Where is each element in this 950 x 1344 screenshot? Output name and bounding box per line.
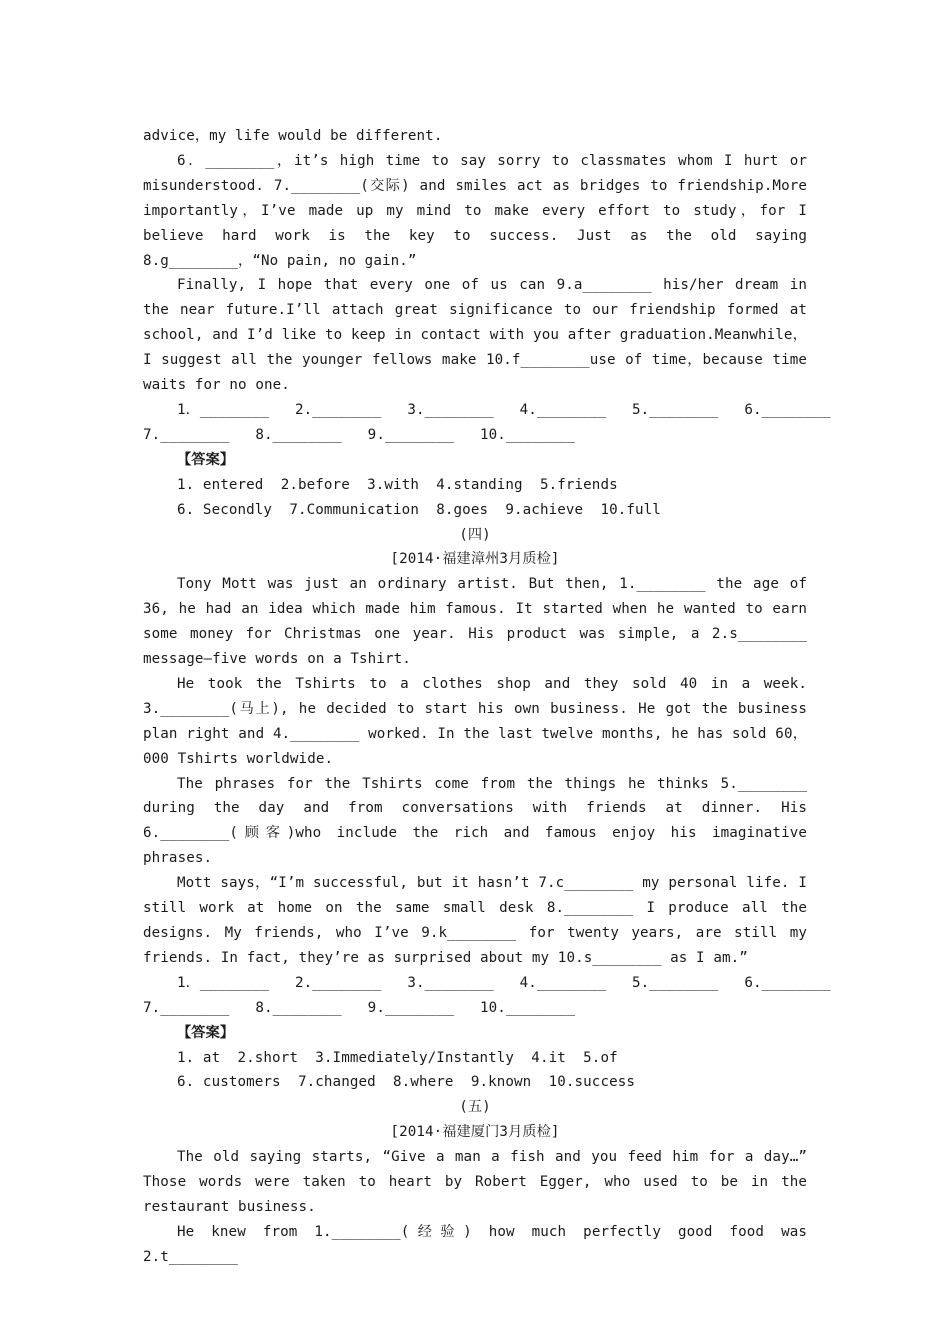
section-source: [2014·福建厦门3月质检]: [390, 1124, 560, 1141]
section-number: (四): [459, 526, 491, 543]
answer-key-row: 6. Secondly 7.Communication 8.goes 9.achieve 10.full: [177, 501, 661, 518]
answer-blanks-row: 7.________ 8.________ 9.________ 10.________: [143, 426, 576, 443]
answer-key-row: 1. at 2.short 3.Immediately/Instantly 4.it 5.of: [177, 1049, 618, 1066]
answer-blanks-row: 1．________ 2.________ 3.________ 4.________ 5.________ 6.________: [177, 974, 831, 991]
paragraph: He took the Tshirts to a clothes shop and they sold 40 in a week. 3.________(马上), he decided to start his own business. He got the business plan right and 4.________ worked. In the last twelve months, he has sold 60，000 Tshirts worldwide.: [143, 675, 807, 767]
paragraph: He knew from 1.________(经验) how much perfectly good food was 2.t________: [143, 1223, 807, 1265]
answer-heading: 【答案】: [177, 451, 235, 468]
answer-blanks-row: 1．________ 2.________ 3.________ 4.________ 5.________ 6.________: [177, 401, 831, 418]
paragraph: The phrases for the Tshirts come from the things he thinks 5.________ during the day and from conversations with friends at dinner. His 6.________(顾客)who include the rich and famous enjoy his imaginative phrases.: [143, 775, 807, 867]
answer-key-row: 1. entered 2.before 3.with 4.standing 5.friends: [177, 476, 618, 493]
paragraph: Tony Mott was just an ordinary artist. But then, 1.________ the age of 36, he had an idea which made him famous. It started when he wanted to earn some money for Christmas one year. His product was simple, a 2.s________ message—five words on a Tshirt.: [143, 576, 807, 668]
paragraph: advice，my life would be different.: [143, 128, 443, 144]
section-source: [2014·福建漳州3月质检]: [390, 551, 560, 568]
paragraph: 6．________，it’s high time to say sorry to classmates whom I hurt or misunderstood. 7.________(交际) and smiles act as bridges to friendship.More importantly，I’ve made up my mind to make every effort to study，for I believe hard work is the key to success. Just as the old saying 8.g________，“No pain, no gain.”: [143, 152, 807, 269]
answer-heading: 【答案】: [177, 1024, 235, 1041]
section-number: (五): [459, 1099, 491, 1116]
paragraph: Finally, I hope that every one of us can 9.a________ his/her dream in the near future.I’ll attach great significance to our friendship formed at school, and I’d like to keep in contact with you after graduation.Meanwhile，I suggest all the younger fellows make 10.f________use of time，because time waits for no one.: [143, 277, 807, 394]
paragraph: The old saying starts, “Give a man a fish and you feed him for a day…” Those words were taken to heart by Robert Egger, who used to be in the restaurant business.: [143, 1149, 807, 1215]
answer-blanks-row: 7.________ 8.________ 9.________ 10.________: [143, 999, 576, 1016]
document-page: [143, 124, 831, 1270]
paragraph: Mott says，“I’m successful, but it hasn’t 7.c________ my personal life. I still work at home on the same small desk 8.________ I produce all the designs. My friends, who I’ve 9.k________ for twenty years, are still my friends. In fact, they’re as surprised about my 10.s________ as I am.”: [143, 875, 807, 966]
answer-key-row: 6. customers 7.changed 8.where 9.known 10.success: [177, 1074, 636, 1091]
